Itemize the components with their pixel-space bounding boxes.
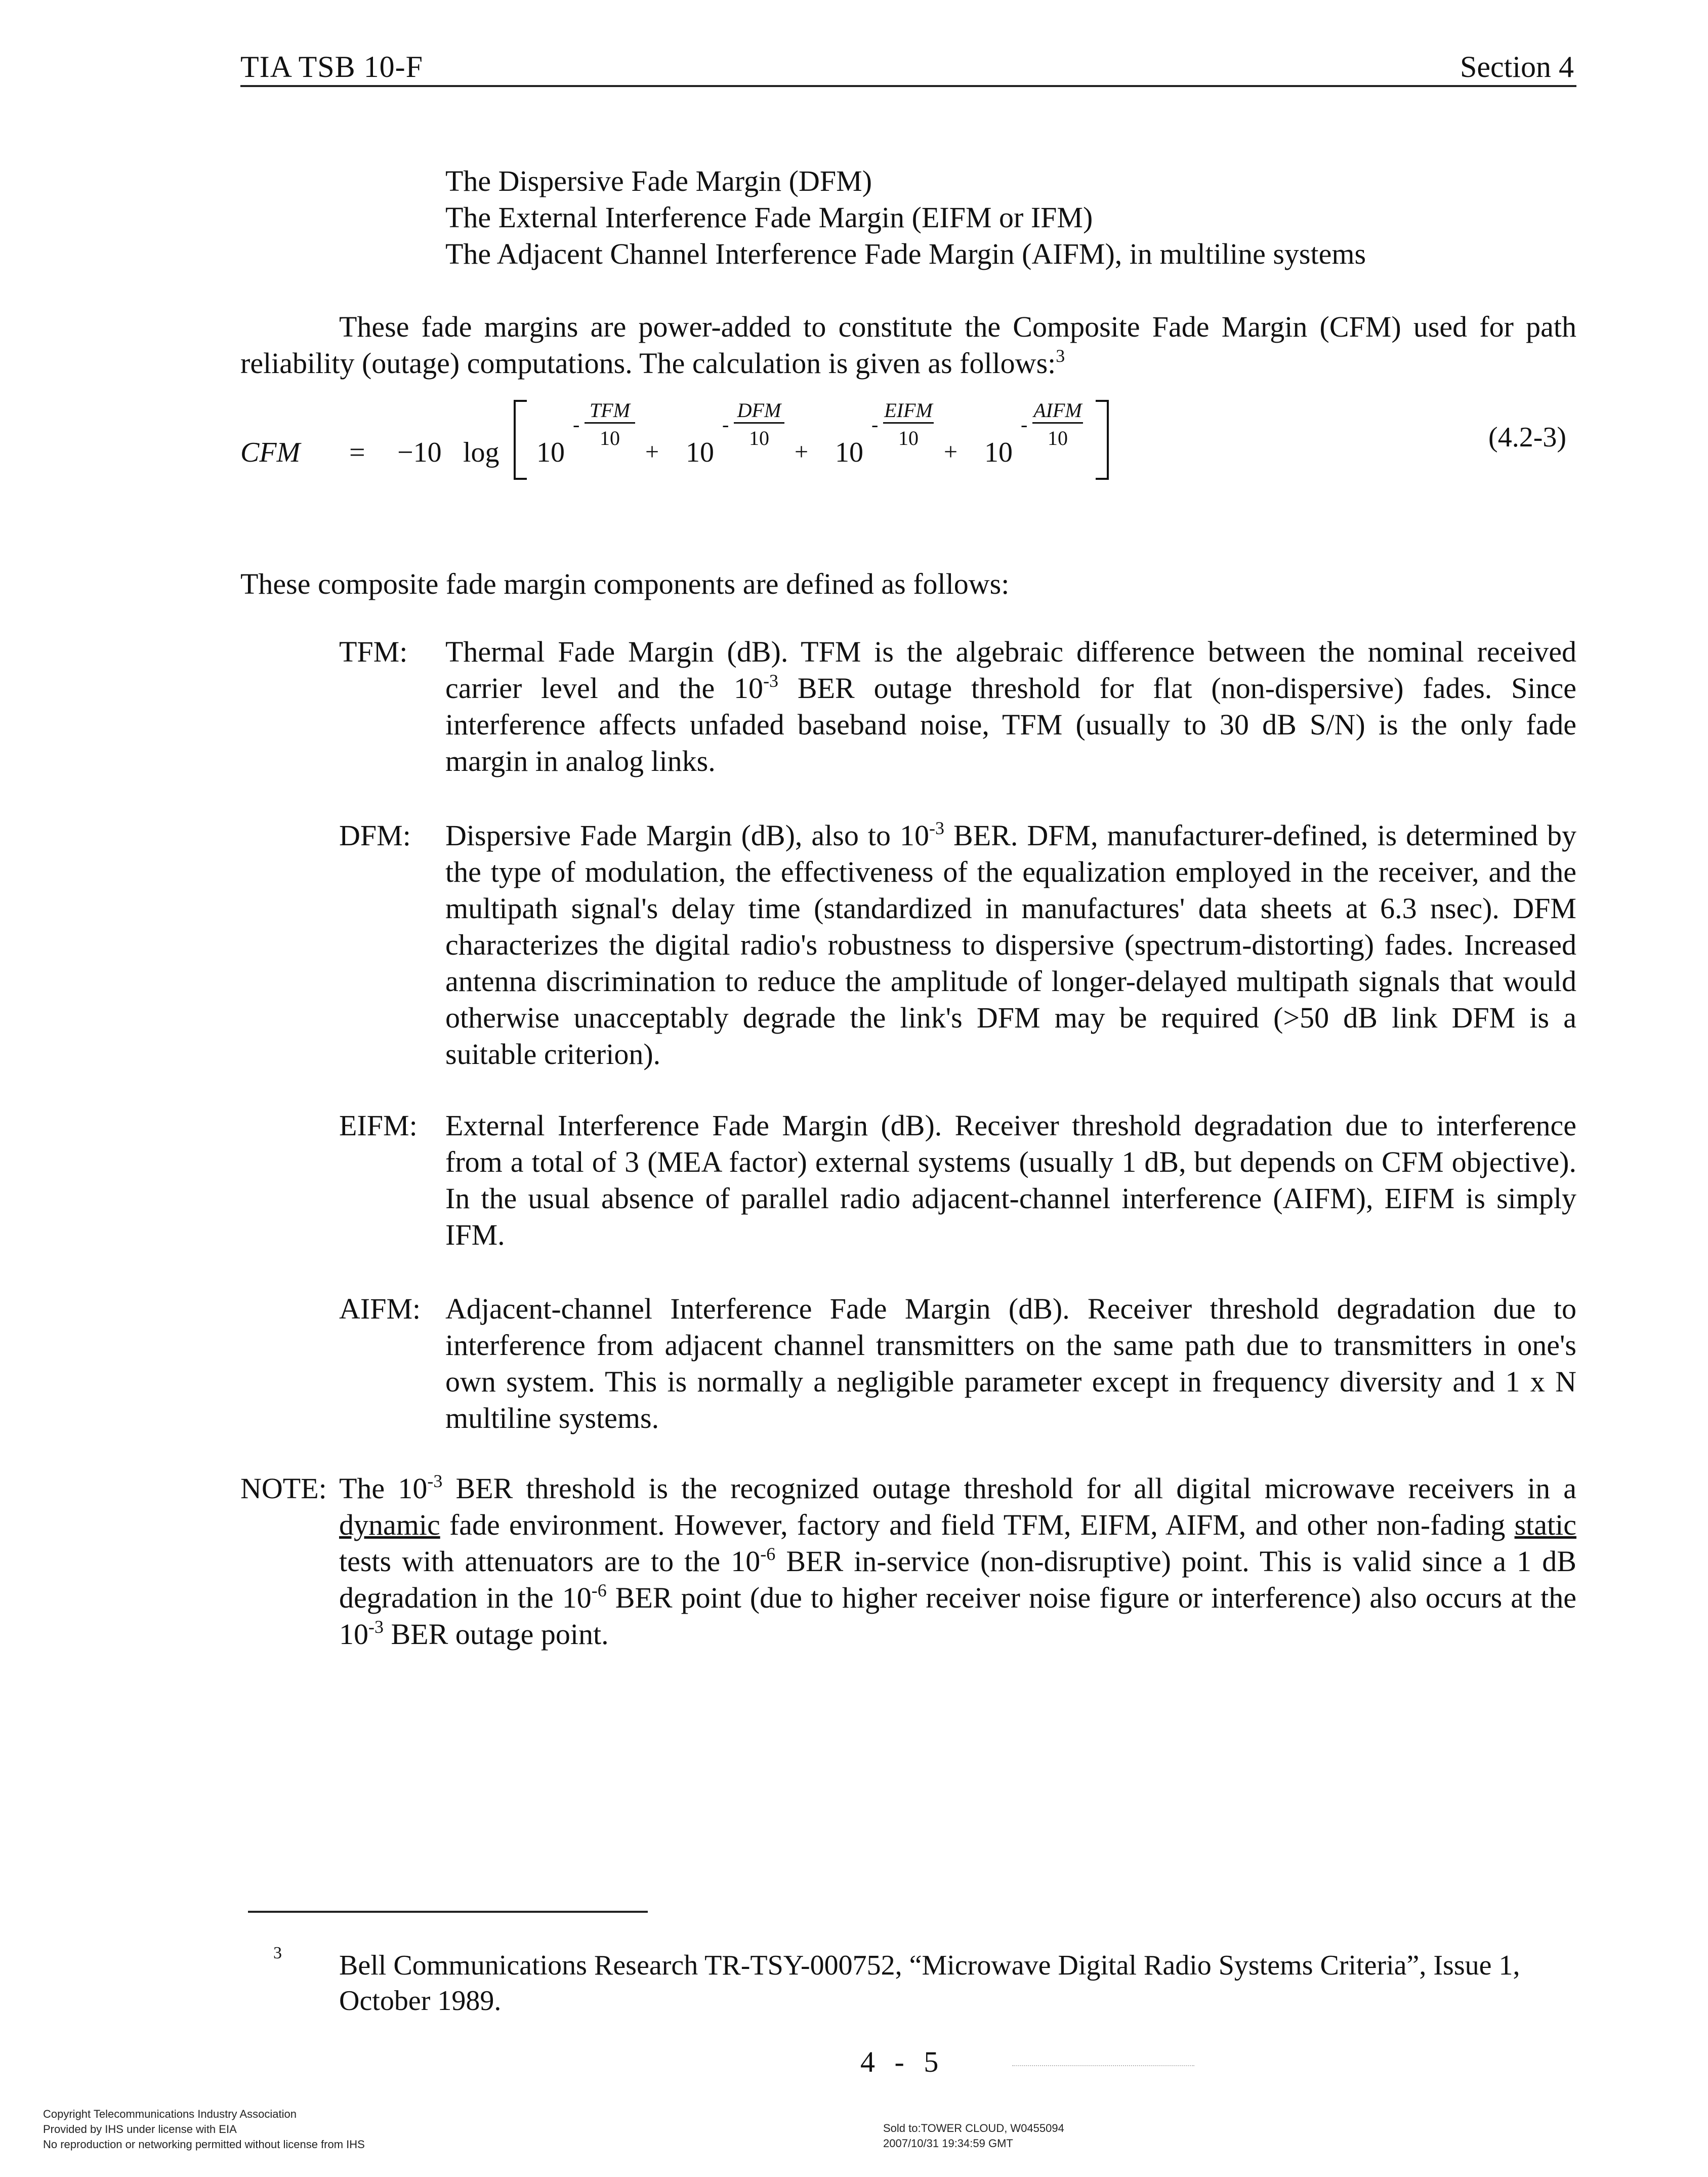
copyright-footer — [43, 2107, 365, 2152]
fade-margin-list — [445, 163, 1366, 272]
text-segment: BER. DFM, manufacturer-defined, is determined by the type of modulation, the effectiveness of the equalization employed in the receiver, and the multipath signal's delay time (standardized in manufactures' data sheets at 6.3 nsec). DFM characterizes the digital radio's robustness to dispersive (spectrum-distorting) fades. Increased antenna discrimination to reduce the amplitude of longer-delayed multipath signals that would otherwise unacceptably degrade the link's DFM may be required (>50 dB link DFM is a suitable criterion). — [445, 819, 1576, 1071]
term-aifm — [984, 395, 1177, 486]
term-numerator: EIFM — [883, 399, 934, 424]
left-bracket — [514, 400, 527, 480]
footer-line: 2007/10/31 19:34:59 GMT — [883, 2137, 1013, 2150]
section-label: Section 4 — [1460, 50, 1574, 84]
list-item: The Dispersive Fade Margin (DFM) — [445, 165, 872, 197]
footnote-mark: 3 — [273, 1944, 282, 1962]
page-number: 4 - 5 — [860, 2045, 945, 2078]
definition-label: DFM: — [339, 819, 411, 852]
list-item: The Adjacent Channel Interference Fade Margin (AIFM), in multiline systems — [445, 237, 1366, 270]
definition-label: TFM: — [339, 635, 408, 668]
footnote-separator — [248, 1911, 648, 1913]
footer-line: Copyright Telecommunications Industry Association — [43, 2108, 297, 2120]
text-segment: The 10 — [339, 1472, 428, 1505]
log-operator: log — [463, 437, 499, 468]
term-numerator: DFM — [734, 399, 784, 424]
term-base: 10 — [835, 437, 863, 468]
equation-lhs: CFM — [240, 437, 301, 468]
cfm-intro-paragraph — [240, 309, 1576, 382]
coefficient: −10 — [397, 437, 442, 468]
term-sign: - — [1021, 413, 1028, 436]
footnote-ref[interactable]: 3 — [1056, 346, 1065, 366]
definition-text — [445, 817, 1576, 1073]
exponent: -3 — [763, 671, 779, 691]
scan-artifact — [1012, 2065, 1194, 2067]
cfm-equation — [240, 395, 1576, 486]
definition-label: AIFM: — [339, 1292, 421, 1325]
right-bracket — [1096, 400, 1109, 480]
exponent: -6 — [591, 1580, 607, 1600]
term-base: 10 — [686, 437, 714, 468]
plus-sign: + — [795, 438, 809, 465]
license-footer — [883, 2121, 1064, 2151]
term-numerator: AIFM — [1032, 399, 1083, 424]
text-segment: fade environment. However, factory and field TFM, EIFM, AIFM, and other non-fading — [440, 1508, 1515, 1541]
paragraph-text: These fade margins are power-added to constitute the Composite Fade Margin (CFM) used for path reliability (outage) computations. The calculation is given as follows: — [240, 310, 1576, 380]
text-segment: Thermal Fade Margin (dB). TFM is the algebraic difference between the nominal received carrier level and the 10 — [445, 635, 1576, 705]
exponent: -6 — [760, 1544, 776, 1564]
term-denominator: 10 — [898, 427, 919, 449]
text-segment: BER in-service (non-disruptive) point. This is valid since a 1 dB degradation in the 10 — [339, 1545, 1576, 1614]
text-segment: Dispersive Fade Margin (dB), also to 10 — [445, 819, 930, 852]
text-segment: BER point (due to higher receiver noise figure or interference) also occurs at the 10 — [339, 1581, 1576, 1651]
footnote-text: Bell Communications Research TR-TSY-000752, “Microwave Digital Radio Systems Criteria”, Issue 1, October 1989. — [339, 1950, 1520, 2017]
term-denominator: 10 — [1048, 427, 1068, 449]
equation-number: (4.2-3) — [1488, 422, 1566, 453]
underlined-term: dynamic — [339, 1508, 440, 1541]
term-numerator: TFM — [585, 399, 635, 424]
text-segment: BER outage threshold for flat (non-dispersive) fades. Since interference affects unfaded baseband noise, TFM (usually to 30 dB S/N) is the only fade margin in analog links. — [445, 672, 1576, 777]
text-segment: BER threshold is the recognized outage threshold for all digital microwave receivers in a — [442, 1472, 1577, 1505]
definitions-intro: These composite fade margin components are defined as follows: — [240, 567, 1010, 600]
plus-sign: + — [645, 438, 659, 465]
term-base: 10 — [984, 437, 1013, 468]
definition-label: EIFM: — [339, 1109, 418, 1142]
exponent: -3 — [368, 1617, 384, 1637]
definition-text: External Interference Fade Margin (dB). Receiver threshold degradation due to interference from a total of 3 (MEA factor) external systems (usually 1 dB, but depends on CFM objective). In the usual absence of parallel radio adjacent-channel interference (AIFM), EIFM is simply IFM. — [445, 1109, 1576, 1251]
term-sign: - — [722, 413, 729, 436]
term-base: 10 — [536, 437, 565, 468]
note-label: NOTE: — [240, 1472, 327, 1505]
note-text — [339, 1470, 1576, 1653]
exponent: -3 — [427, 1471, 443, 1491]
text-segment: BER outage point. — [384, 1618, 609, 1651]
term-denominator: 10 — [749, 427, 769, 449]
definition-text: Adjacent-channel Interference Fade Margin (dB). Receiver threshold degradation due to interference from adjacent channel transmitters on the same path due to transmitters in one's own system. This is normally a negligible parameter except in frequency diversity and 1 x N multiline systems. — [445, 1292, 1576, 1434]
list-item: The External Interference Fade Margin (EIFM or IFM) — [445, 201, 1093, 234]
document-id: TIA TSB 10-F — [240, 50, 423, 84]
header-rule — [240, 85, 1576, 87]
underlined-term: static — [1514, 1508, 1576, 1541]
footer-line: Sold to:TOWER CLOUD, W0455094 — [883, 2122, 1064, 2134]
footer-line: No reproduction or networking permitted without license from IHS — [43, 2138, 365, 2151]
exponent: -3 — [929, 818, 945, 838]
equals-sign: = — [349, 437, 365, 468]
definition-text — [445, 634, 1576, 779]
term-sign: - — [871, 413, 879, 436]
plus-sign: + — [944, 438, 958, 465]
term-sign: - — [573, 413, 580, 436]
term-denominator: 10 — [600, 427, 620, 449]
footer-line: Provided by IHS under license with EIA — [43, 2123, 237, 2135]
text-segment: tests with attenuators are to the 10 — [339, 1545, 761, 1578]
